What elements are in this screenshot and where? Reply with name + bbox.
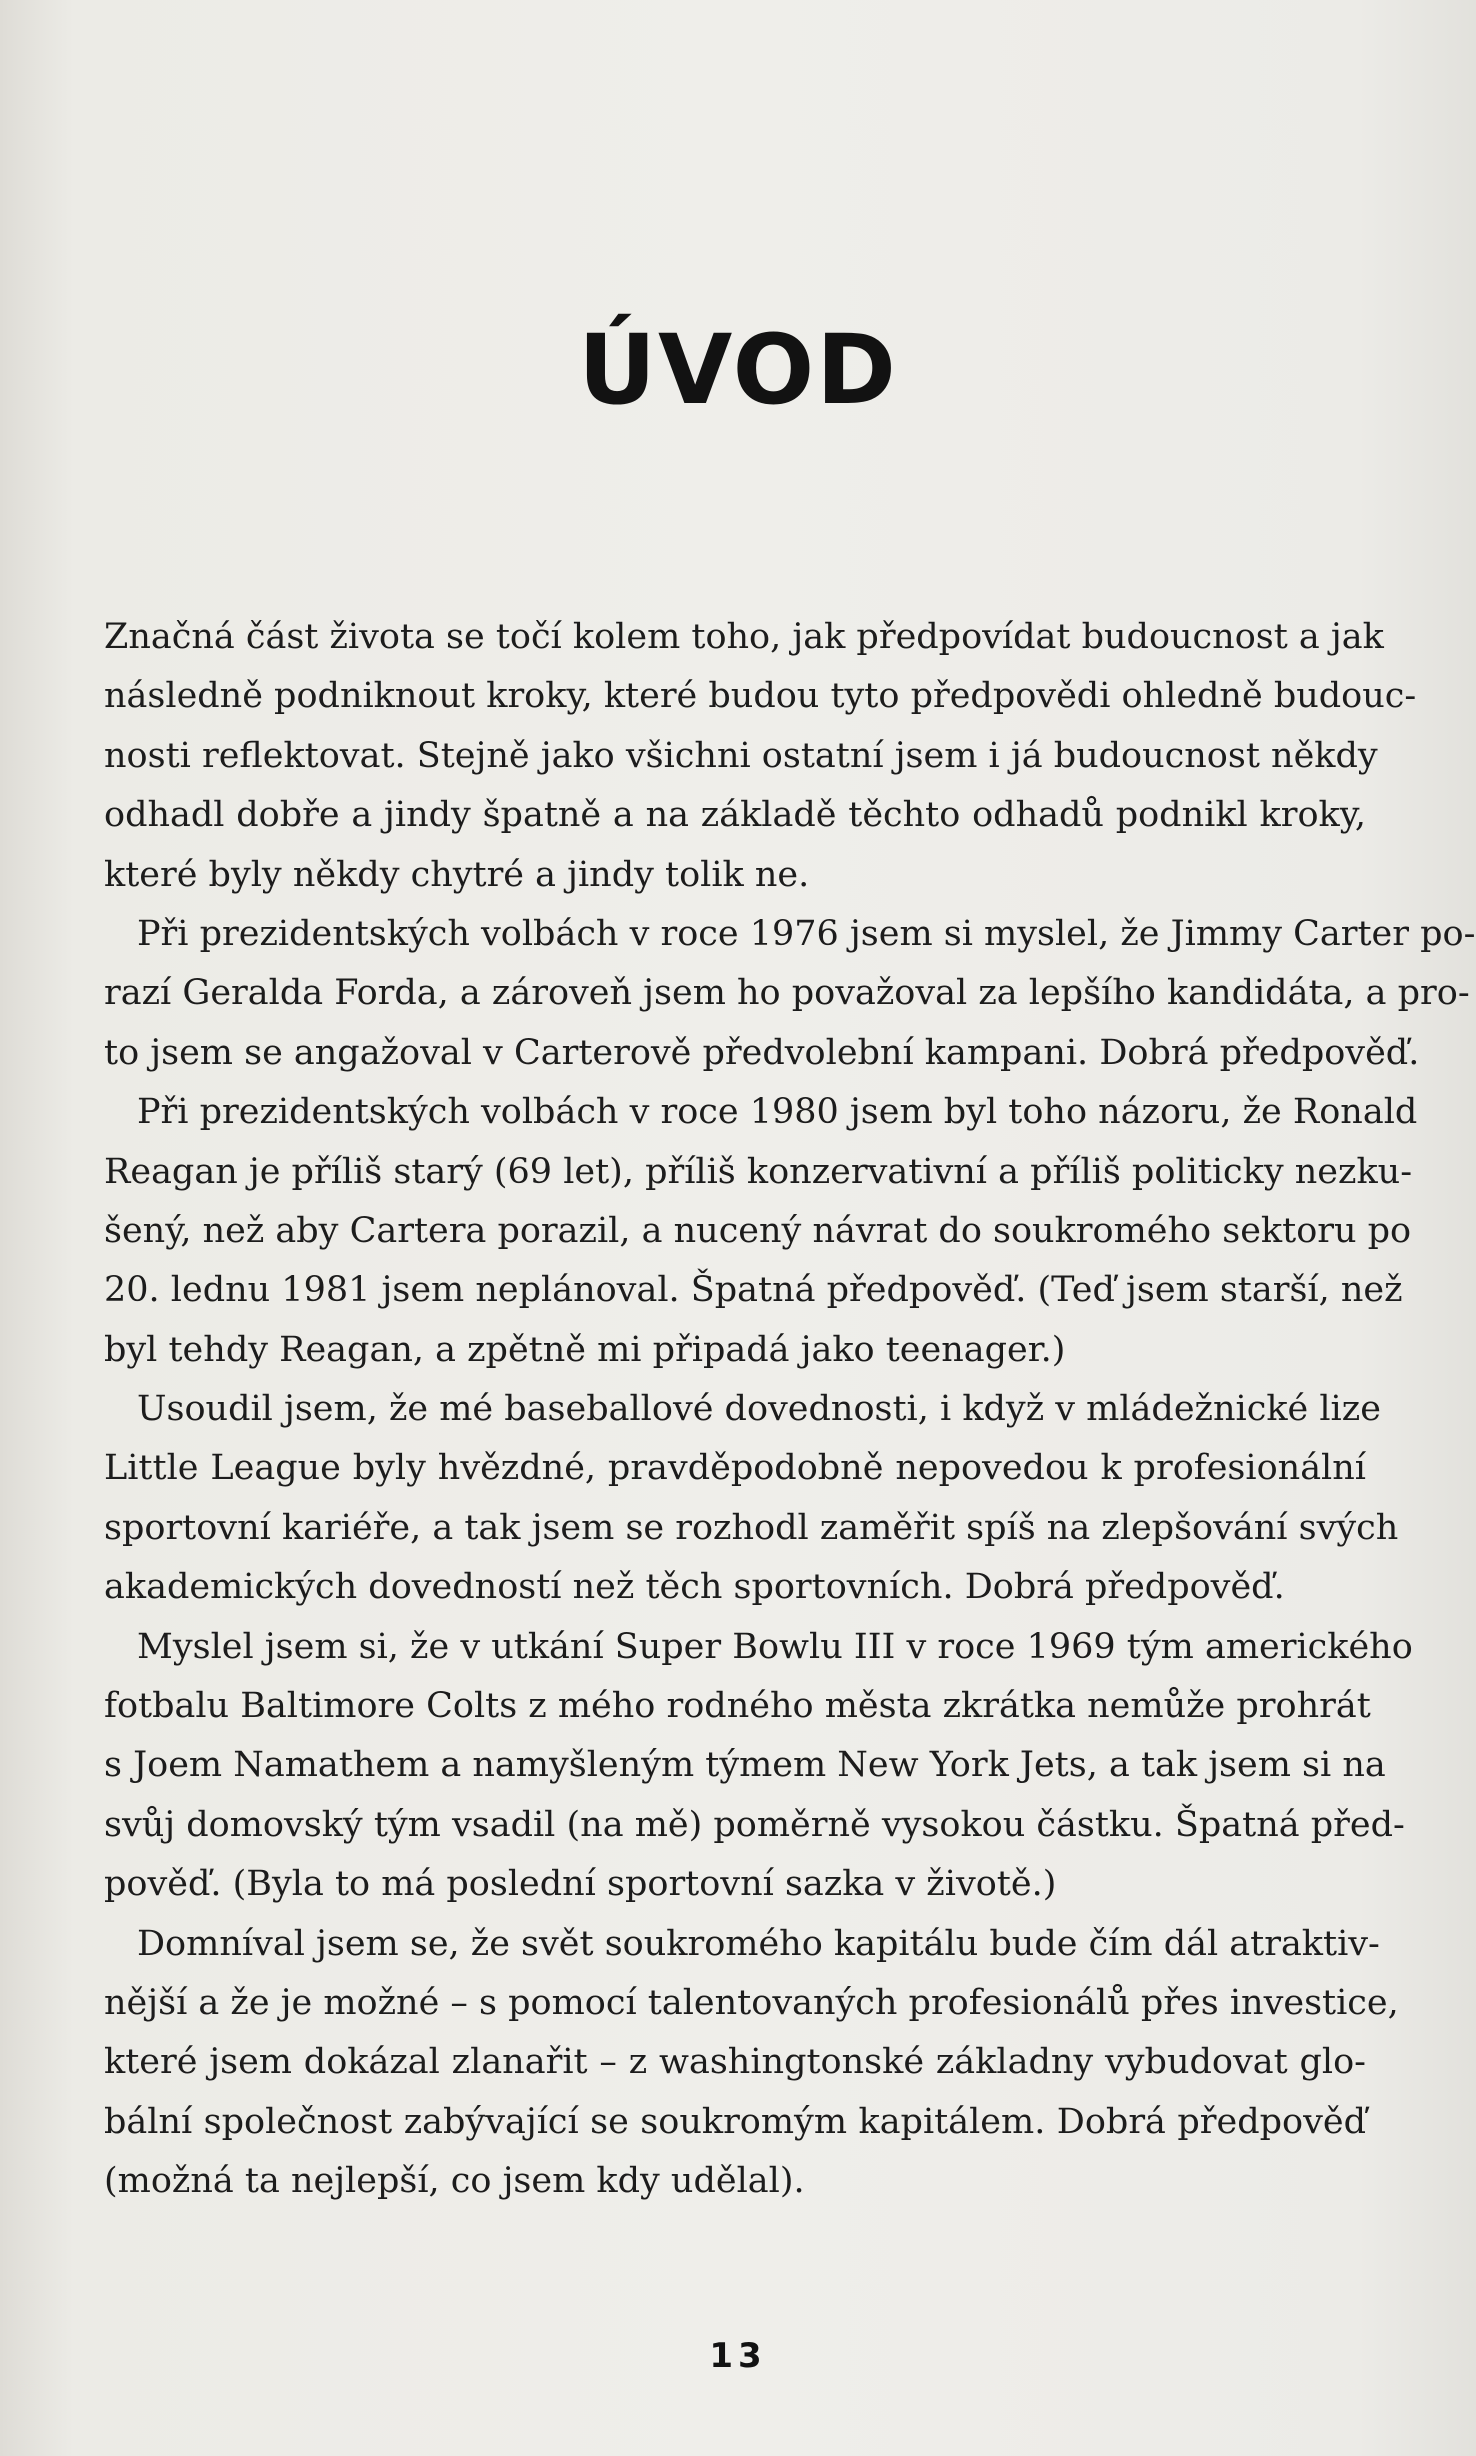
text-line: svůj domovský tým vsadil (na mě) poměrně vysokou částku. Špatná před- [104, 1804, 1405, 1845]
text-line: Usoudil jsem, že mé baseballové dovednosti, i když v mládežnické lize [137, 1389, 1381, 1430]
text-line: razí Geralda Forda, a zároveň jsem ho považoval za lepšího kandidáta, a pro- [104, 973, 1470, 1014]
text-line: které jsem dokázal zlanařit – z washingtonské základny vybudovat glo- [104, 2042, 1366, 2083]
text-line: pověď. (Byla to má poslední sportovní sazka v životě.) [104, 1864, 1057, 1905]
text-line: bální společnost zabývající se soukromým kapitálem. Dobrá předpověď [104, 2101, 1366, 2142]
text-line: Domníval jsem se, že svět soukromého kapitálu bude čím dál atraktiv- [137, 1923, 1380, 1964]
text-line: které byly někdy chytré a jindy tolik ne. [104, 854, 810, 895]
text-line: Při prezidentských volbách v roce 1976 jsem si myslel, že Jimmy Carter po- [137, 913, 1476, 954]
text-line: šený, než aby Cartera porazil, a nucený návrat do soukromého sektoru po [104, 1210, 1412, 1251]
text-line: odhadl dobře a jindy špatně a na základě těchto odhadů podnikl kroky, [104, 795, 1366, 836]
text-line: byl tehdy Reagan, a zpětně mi připadá jako teenager.) [104, 1329, 1066, 1370]
text-line: (možná ta nejlepší, co jsem kdy udělal). [104, 2161, 805, 2202]
text-line: nější a že je možné – s pomocí talentovaných profesionálů přes investice, [104, 1982, 1399, 2023]
text-line: 20. lednu 1981 jsem neplánoval. Špatná předpověď. (Teď jsem starší, než [104, 1270, 1403, 1311]
text-line: následně podniknout kroky, které budou tyto předpovědi ohledně budouc- [104, 676, 1417, 717]
text-line: nosti reflektovat. Stejně jako všichni ostatní jsem i já budoucnost někdy [104, 735, 1378, 776]
text-line: Little League byly hvězdné, pravděpodobně nepovedou k profesionální [104, 1448, 1366, 1489]
text-line: Myslel jsem si, že v utkání Super Bowlu III v roce 1969 tým amerického [137, 1626, 1413, 1667]
body-text [104, 608, 1476, 2212]
text-line: sportovní kariéře, a tak jsem se rozhodl zaměřit spíš na zlepšování svých [104, 1507, 1399, 1548]
text-line: Reagan je příliš starý (69 let), příliš konzervativní a příliš politicky nezku- [104, 1151, 1413, 1192]
text-line: s Joem Namathem a namyšleným týmem New York Jets, a tak jsem si na [104, 1745, 1386, 1786]
text-line: Při prezidentských volbách v roce 1980 jsem byl toho názoru, že Ronald [137, 1092, 1418, 1133]
text-line: Značná část života se točí kolem toho, jak předpovídat budoucnost a jak [104, 617, 1384, 657]
page-number: 13 [709, 2336, 767, 2376]
chapter-title: ÚVOD [578, 314, 898, 426]
text-line: fotbalu Baltimore Colts z mého rodného města zkrátka nemůže prohrát [104, 1686, 1371, 1727]
text-line: to jsem se angažoval v Carterově předvolební kampani. Dobrá předpověď. [104, 1032, 1420, 1073]
text-line: akademických dovedností než těch sportovních. Dobrá předpověď. [104, 1567, 1285, 1608]
